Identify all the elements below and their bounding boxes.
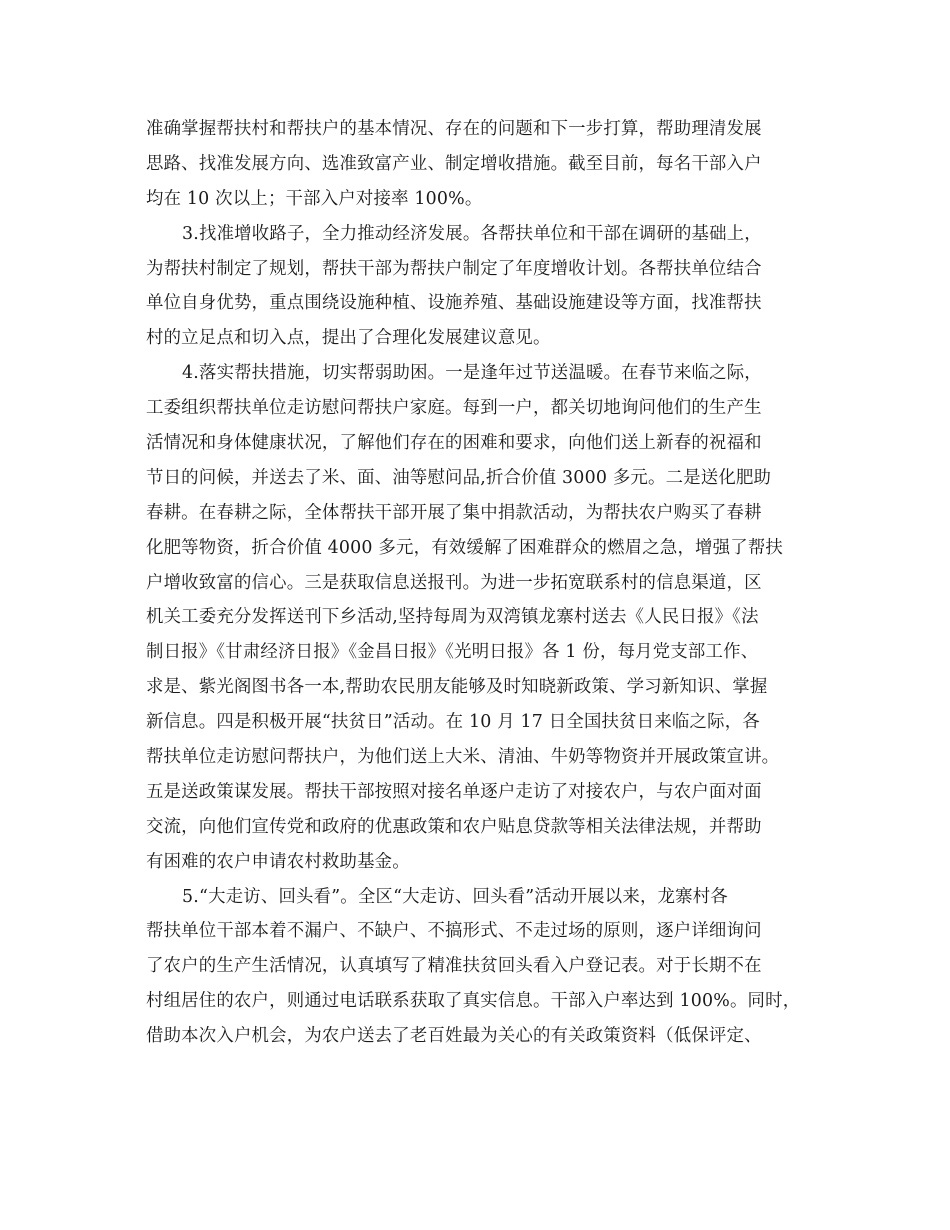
text-line: 制日报》《甘肃经济日报》《金昌日报》《光明日报》各 1 份，每月党支部工作、: [146, 642, 759, 663]
text-line: 工委组织帮扶单位走访慰问帮扶户家庭。每到一户，都关切地询问他们的生产生: [146, 398, 762, 419]
text-line: 村组居住的农户，则通过电话联系获取了真实信息。干部入户率达到 100%。同时，: [146, 991, 801, 1012]
text-line: 求是、紫光阁图书各一本,帮助农民朋友能够及时知晓新政策、学习新知识、掌握: [146, 677, 768, 698]
text-line: 机关工委充分发挥送刊下乡活动,坚持每周为双湾镇龙寨村送去《人民日报》《法: [146, 607, 759, 628]
text-line: 4.落实帮扶措施，切实帮弱助困。一是逢年过节送温暖。在春节来临之际，: [182, 363, 762, 384]
text-line: 节日的问候，并送去了米、面、油等慰问品,折合价值 3000 多元。二是送化肥助: [146, 467, 772, 488]
text-line: 交流，向他们宣传党和政府的优惠政策和农户贴息贷款等相关法律法规，并帮助: [146, 816, 762, 837]
text-line: 为帮扶村制定了规划，帮扶干部为帮扶户制定了年度增收计划。各帮扶单位结合: [146, 258, 762, 279]
paragraph-continuation: [146, 112, 814, 217]
text-line: 户增收致富的信心。三是获取信息送报刊。为进一步拓宽联系村的信息渠道，区: [146, 572, 762, 593]
text-line: 村的立足点和切入点，提出了合理化发展建议意见。: [146, 328, 551, 349]
text-line: 有困难的农户申请农村救助基金。: [146, 851, 410, 872]
text-line: 思路、找准发展方向、选准致富产业、制定增收措施。截至目前，每名干部入户: [146, 153, 762, 174]
text-line: 3.找准增收路子，全力推动经济发展。各帮扶单位和干部在调研的基础上，: [182, 223, 762, 244]
text-line: 帮扶单位干部本着不漏户、不缺户、不搞形式、不走过场的原则，逐户详细询问: [146, 921, 762, 942]
text-line: 准确掌握帮扶村和帮扶户的基本情况、存在的问题和下一步打算，帮助理清发展: [146, 119, 762, 139]
text-line: 新信息。四是积极开展“扶贫日”活动。在 10 月 17 日全国扶贫日来临之际，各: [146, 712, 760, 733]
text-line: 活情况和身体健康状况，了解他们存在的困难和要求，向他们送上新春的祝福和: [146, 433, 762, 454]
text-line: 春耕。在春耕之际，全体帮扶干部开展了集中捐款活动，为帮扶农户购买了春耕: [146, 502, 762, 523]
text-line: 了农户的生产生活情况，认真填写了精准扶贫回头看入户登记表。对于长期不在: [146, 956, 762, 977]
text-line: 五是送政策谋发展。帮扶干部按照对接名单逐户走访了对接农户，与农户面对面: [146, 781, 762, 802]
paragraph-3: [146, 217, 814, 357]
text-line: 单位自身优势，重点围绕设施种植、设施养殖、基础设施建设等方面，找准帮扶: [146, 293, 762, 314]
text-line: 借助本次入户机会，为农户送去了老百姓最为关心的有关政策资料（低保评定、: [146, 1026, 762, 1047]
text-line: 均在 10 次以上；干部入户对接率 100%。: [146, 188, 483, 209]
document-body: [146, 112, 814, 1054]
paragraph-5: [146, 880, 814, 1054]
text-line: 帮扶单位走访慰问帮扶户，为他们送上大米、清油、牛奶等物资并开展政策宣讲。: [146, 747, 780, 768]
paragraph-4: [146, 356, 814, 879]
text-line: 5.“大走访、回头看”。全区“大走访、回头看”活动开展以来，龙寨村各: [182, 886, 728, 907]
text-line: 化肥等物资，折合价值 4000 多元，有效缓解了困难群众的燃眉之急，增强了帮扶: [146, 537, 784, 558]
